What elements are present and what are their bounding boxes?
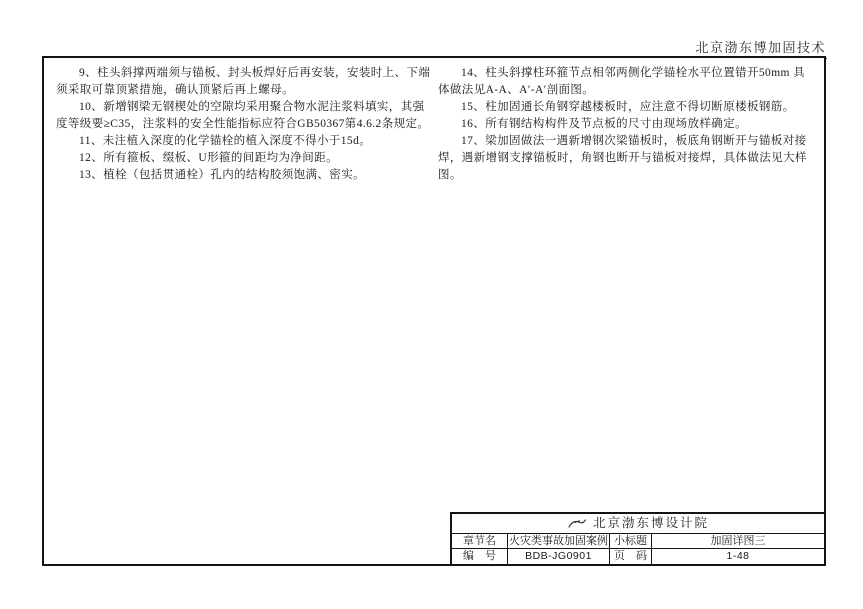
chapter-value: 火灾类事故加固案例 (508, 534, 610, 549)
page-value: 1-48 (726, 550, 750, 563)
note-item-10: 10、新增钢梁无钢楔处的空隙均采用聚合物水泥注浆料填实，其强度等级要≥C35，注浆料的安全性能指标应符合GB50367第4.6.2条规定。 (56, 101, 430, 130)
chapter-label: 章节名 (452, 534, 508, 549)
subtitle-label: 小标题 (610, 534, 652, 549)
note-item-14: 14、柱头斜撑柱环箍节点相邻两侧化学锚栓水平位置错开50mm 具体做法见A-A、A′-A′剖面图。 (438, 67, 806, 96)
title-block (450, 512, 826, 566)
note-item-17: 17、梁加固做法一遇新增钢次梁锚板时，板底角钢断开与锚板对接焊，遇新增钢支撑锚板时，角钢也断开与锚板对接焊，具体做法见大样图。 (438, 135, 807, 181)
title-block-chapter-row (452, 534, 824, 549)
note-item-9: 9、柱头斜撑两端须与锚板、封头板焊好后再安装，安装时上、下端须采取可靠顶紧措施，确认顶紧后再上螺母。 (56, 67, 431, 96)
institute-logo-icon (567, 518, 587, 530)
note-item-13: 13、植栓（包括贯通栓）孔内的结构胶须饱满、密实。 (79, 169, 365, 181)
title-block-number-row (452, 549, 824, 564)
number-label: 编 号 (452, 549, 508, 564)
note-item-16: 16、所有钢结构构件及节点板的尺寸由现场放样确定。 (461, 118, 747, 130)
page-label: 页 码 (610, 549, 652, 564)
brand-header: 北京渤东博加固技术 (691, 37, 827, 59)
note-item-15: 15、柱加固通长角钢穿越楼板时，应注意不得切断原楼板钢筋。 (461, 101, 795, 113)
notes-column-right (438, 65, 816, 184)
note-item-12: 12、所有箍板、缀板、U形箍的间距均为净间距。 (79, 152, 339, 164)
note-item-11: 11、未注植入深度的化学锚栓的植入深度不得小于15d。 (79, 135, 372, 147)
title-block-institute-row (452, 514, 824, 534)
number-value: BDB-JG0901 (508, 549, 610, 564)
subtitle-value: 加固详图三 (652, 534, 824, 549)
sheet-frame (42, 56, 826, 566)
institute-name: 北京渤东博设计院 (592, 516, 709, 531)
notes-column-left (56, 65, 434, 184)
